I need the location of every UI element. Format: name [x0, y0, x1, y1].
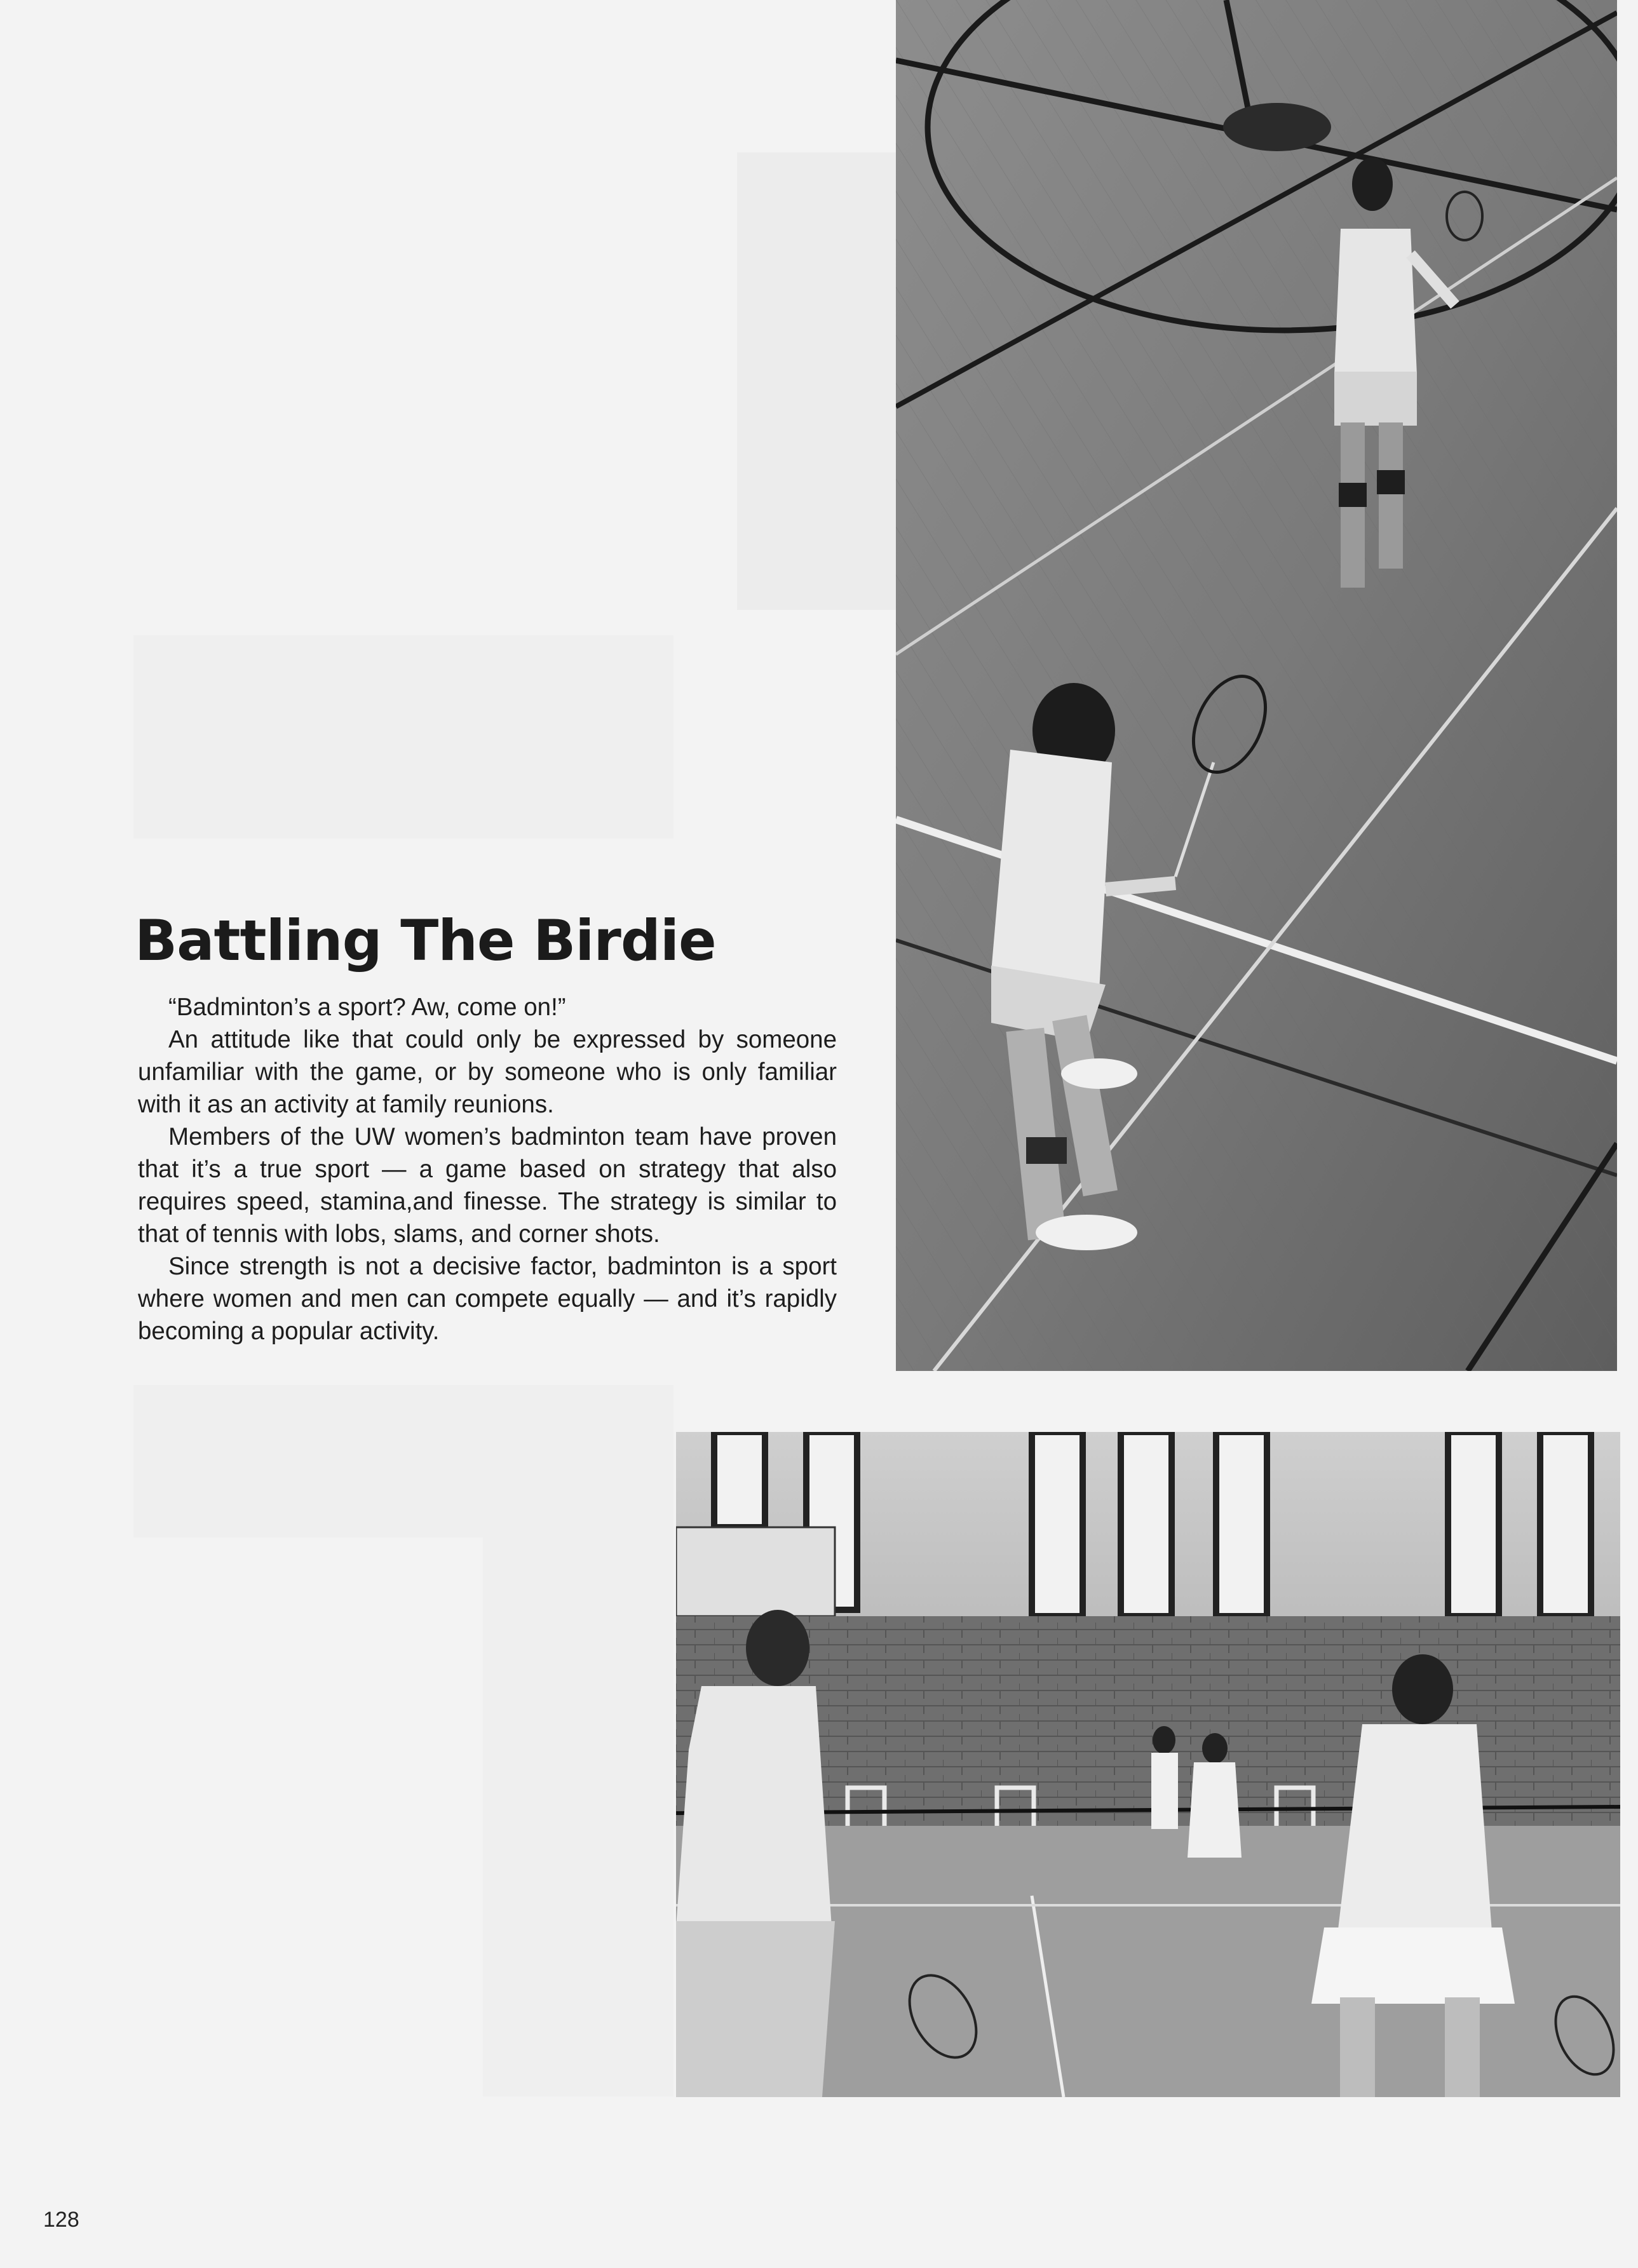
bleed-through-block [133, 1385, 673, 1537]
article-paragraph: An attitude like that could only be expressed by someone unfamiliar with the game, or by someone who is only familiar with it as an activity at family reunions. [138, 1026, 837, 1118]
two-players-gym-floor-photo [896, 0, 1617, 1371]
article-paragraph: Since strength is not a decisive factor, badminton is a sport where women and men can compete equally — and it’s rapidly becoming a popular activity. [138, 1253, 837, 1345]
article-paragraph: “Badminton’s a sport? Aw, come on!” [168, 994, 566, 1021]
doubles-match-gymnasium-photo [676, 1432, 1620, 2097]
bleed-through-block [737, 152, 896, 610]
photo-illustration [676, 1432, 1620, 2097]
article-body [138, 991, 837, 1347]
photo-illustration [896, 0, 1617, 1371]
bleed-through-block [133, 635, 673, 839]
article-title: Battling The Birdie [135, 907, 716, 973]
bleed-through-block [483, 1537, 673, 2096]
page-number: 128 [43, 2208, 79, 2232]
article-paragraph: Members of the UW women’s badminton team have proven that it’s a true sport — a game based on strategy that also requires speed, stamina,and finesse. The strategy is similar to that of tennis with lobs, slams, and corner shots. [138, 1123, 837, 1248]
